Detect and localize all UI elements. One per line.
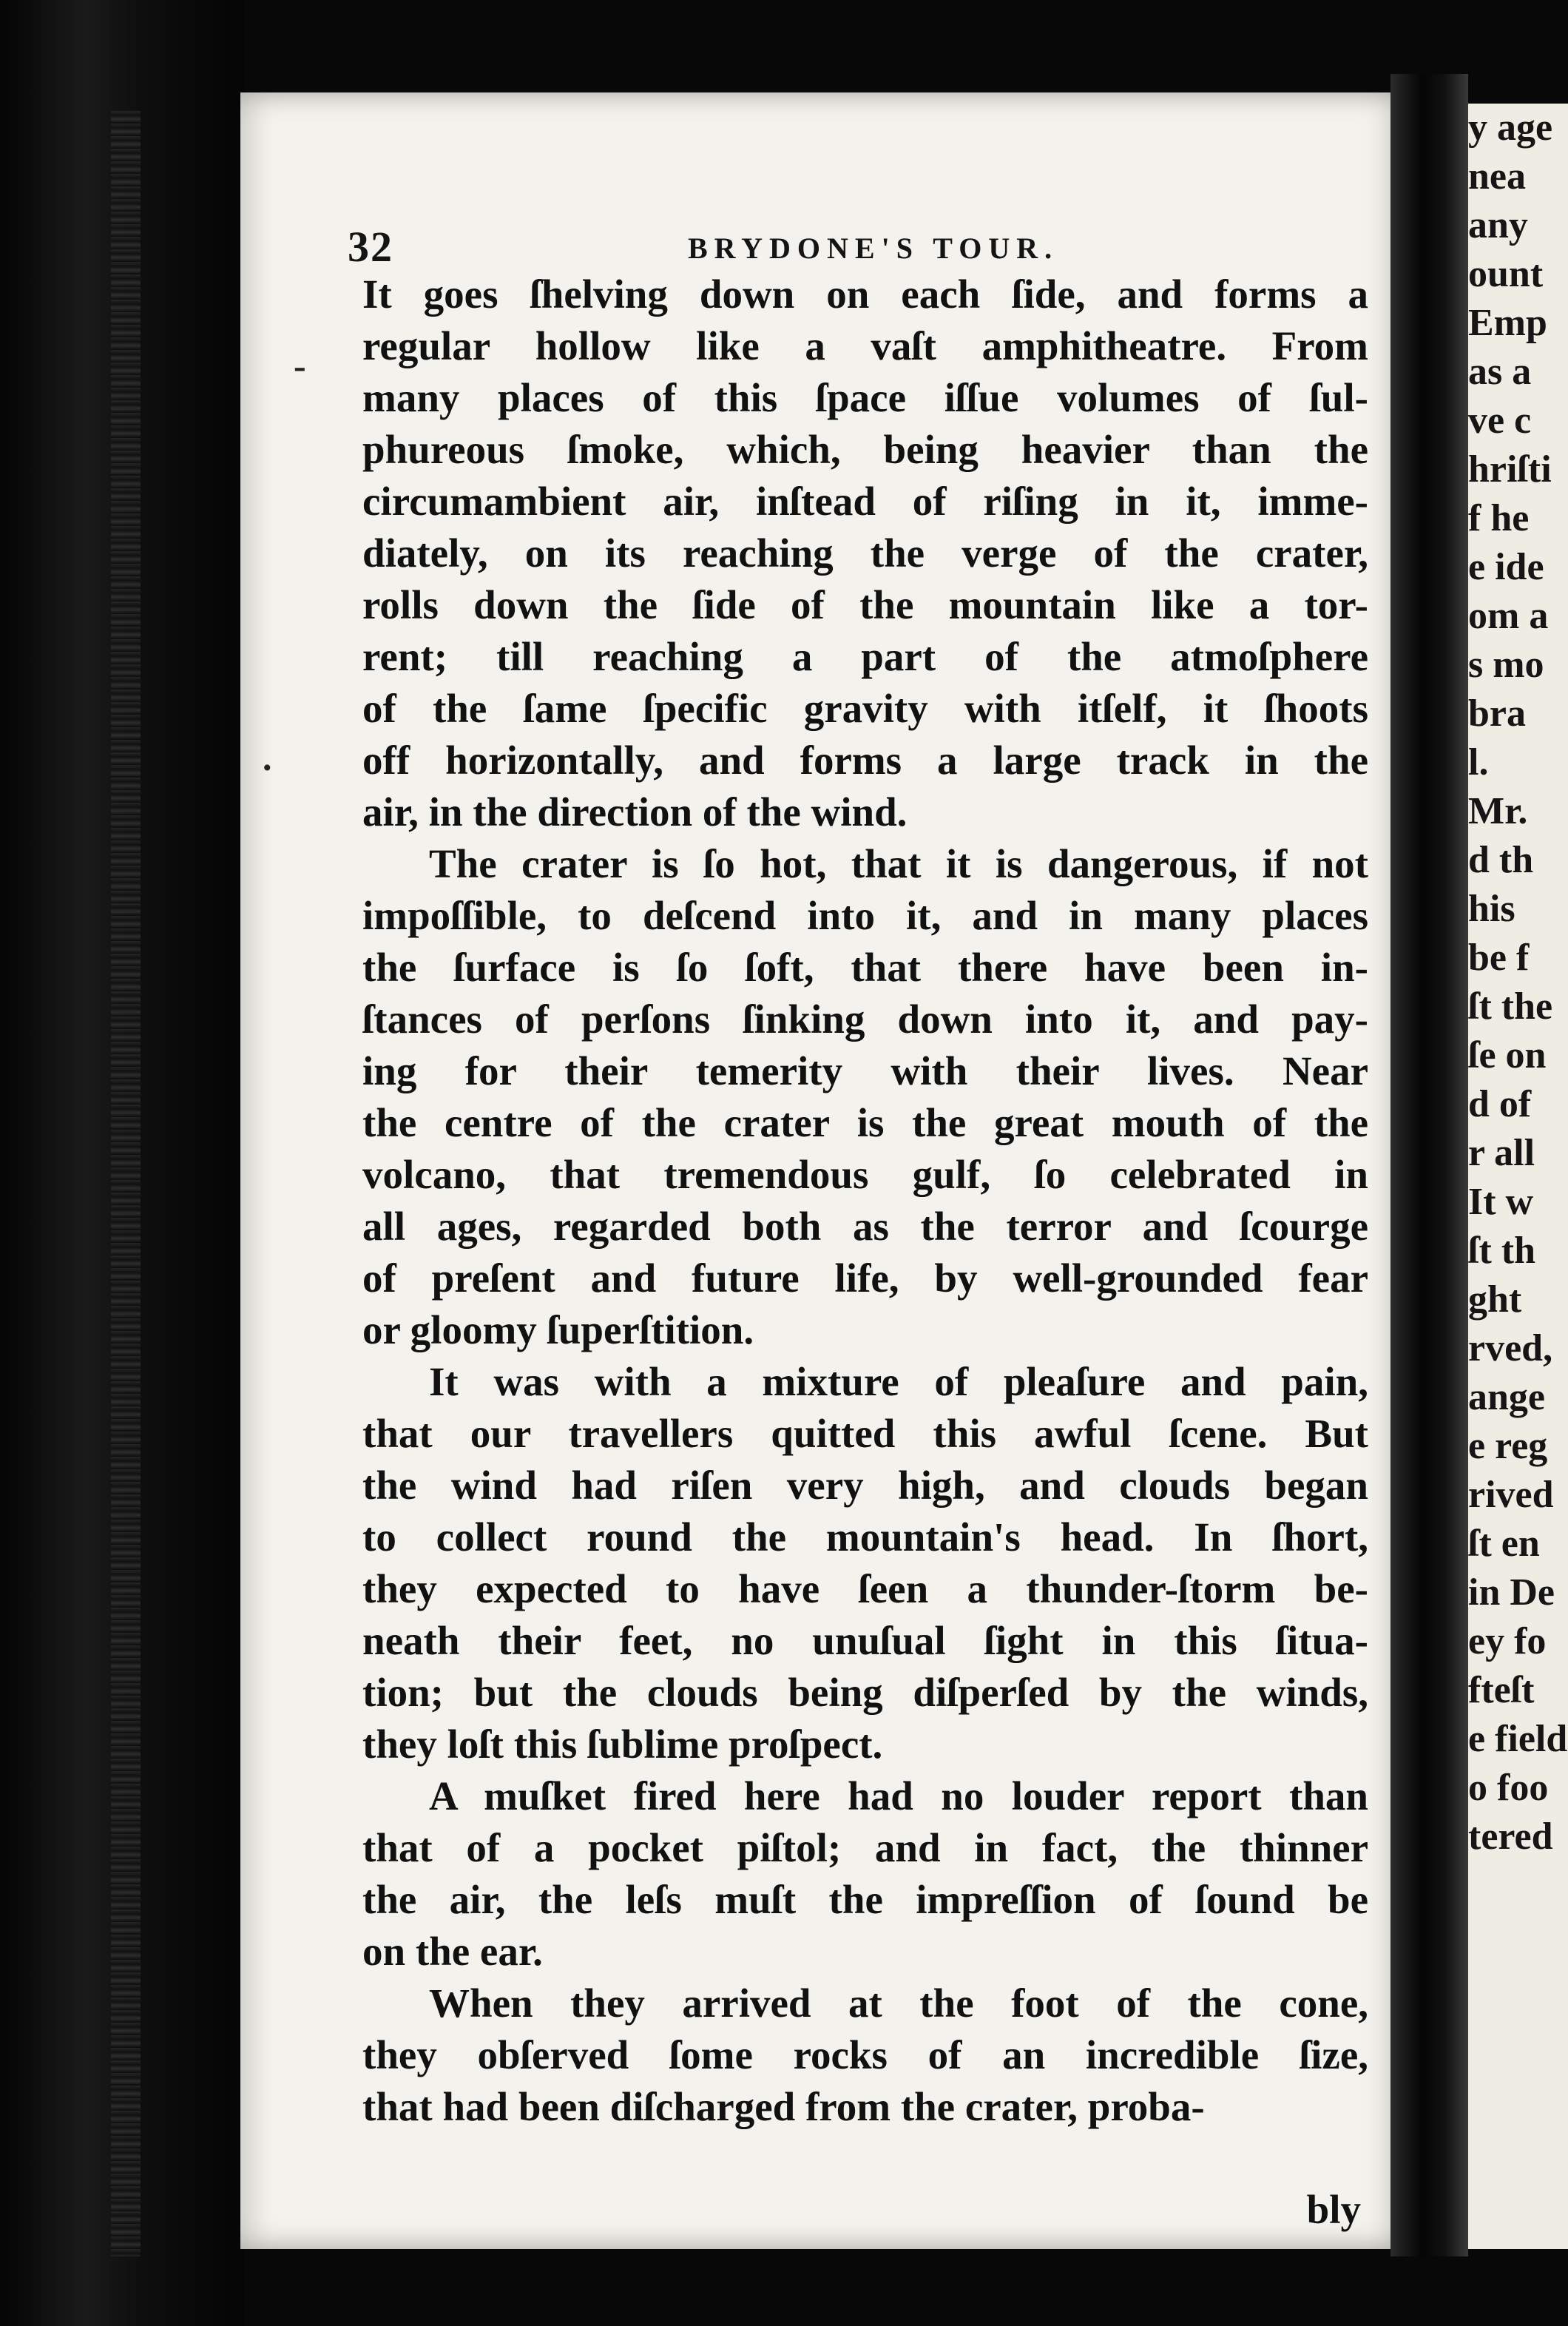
facing-page-fragment: nea <box>1468 155 1526 198</box>
facing-page-fragment: ſt en <box>1468 1523 1540 1565</box>
catchword: bly <box>1306 2187 1361 2232</box>
facing-page-fragment: ey fo <box>1468 1620 1547 1662</box>
catchword-area <box>362 92 1361 2249</box>
book-gutter <box>1390 74 1468 2256</box>
facing-page-fragment: Emp <box>1468 302 1547 344</box>
facing-page-fragment: any <box>1468 204 1528 246</box>
facing-page-fragment: l. <box>1468 741 1489 783</box>
facing-page <box>1468 104 1568 2249</box>
facing-page-fragment: fteſt <box>1468 1669 1535 1711</box>
margin-mark: . <box>263 737 272 778</box>
facing-page-fragment: r all <box>1468 1132 1535 1174</box>
facing-page-fragment: d of <box>1468 1083 1532 1125</box>
margin-mark: - <box>294 345 306 386</box>
text-line: to collect round the mountain's head. In ſhort, <box>362 1514 1368 1560</box>
facing-page-fragment: ſt the <box>1468 985 1553 1028</box>
text-line: of preſent and future life, by well-grounded fear <box>362 1255 1368 1301</box>
text-line: air, in the direction of the wind. <box>362 789 908 835</box>
facing-page-fragment: ve c <box>1468 400 1532 442</box>
facing-page-fragment: s mo <box>1468 644 1544 686</box>
text-line: all ages, regarded both as the terror and ſcourge <box>362 1204 1368 1249</box>
facing-page-fragment: Mr. <box>1468 790 1528 832</box>
text-line: ing for their temerity with their lives. Near <box>362 1048 1368 1093</box>
facing-page-fragment: rved, <box>1468 1327 1553 1369</box>
facing-page-fragment: ſe on <box>1468 1034 1547 1076</box>
text-line: they obſerved ſome rocks of an incredible ſize, <box>362 2032 1368 2077</box>
text-line: the ſurface is ſo ſoft, that there have been in- <box>362 945 1368 990</box>
text-line: the air, the leſs muſt the impreſſion of ſound be <box>362 1877 1368 1922</box>
running-head: BRYDONE'S TOUR. <box>688 232 1059 265</box>
text-line: When they arrived at the foot of the cone, <box>429 1981 1368 2026</box>
facing-page-fragment: ount <box>1468 253 1544 295</box>
facing-page-fragment: his <box>1468 888 1515 930</box>
text-line: rolls down the ſide of the mountain like a tor- <box>362 582 1368 627</box>
left-page <box>240 92 1416 2249</box>
facing-page-fragment: om a <box>1468 595 1549 637</box>
text-line: neath their feet, no unuſual ſight in this ſitua- <box>362 1618 1368 1663</box>
facing-page-fragment: y age <box>1468 107 1553 149</box>
text-line: that our travellers quitted this awful ſcene. But <box>362 1411 1368 1456</box>
text-line: The crater is ſo hot, that it is dangerous, if not <box>429 841 1368 886</box>
facing-page-fragment: It w <box>1468 1181 1534 1223</box>
facing-page-fragment: e reg <box>1468 1425 1548 1467</box>
text-line: A muſket fired here had no louder report than <box>429 1773 1368 1818</box>
facing-page-fragment: bra <box>1468 692 1526 735</box>
text-line: on the ear. <box>362 1929 543 1974</box>
facing-page-fragment: in De <box>1468 1571 1555 1614</box>
page-number: 32 <box>348 223 393 271</box>
text-line: or gloomy ſuperſtition. <box>362 1307 754 1352</box>
text-line: off horizontally, and forms a large track in the <box>362 738 1368 783</box>
text-line: that of a pocket piſtol; and in fact, the thinner <box>362 1825 1368 1870</box>
page-edges <box>111 111 141 2256</box>
text-line: the centre of the crater is the great mouth of the <box>362 1100 1368 1145</box>
facing-page-fragment: f he <box>1468 497 1530 539</box>
text-line: It goes ſhelving down on each ſide, and forms a <box>362 272 1368 317</box>
facing-page-fragment: e ide <box>1468 546 1544 588</box>
text-line: phureous ſmoke, which, being heavier than the <box>362 427 1368 472</box>
facing-page-fragment: e field <box>1468 1718 1568 1760</box>
facing-page-fragment: tered <box>1468 1816 1553 1858</box>
text-line: ſtances of perſons ſinking down into it, and pay- <box>362 997 1368 1042</box>
text-line: many places of this ſpace iſſue volumes of ſul- <box>362 375 1368 420</box>
facing-page-fragment: ght <box>1468 1278 1522 1321</box>
text-line: they loſt this ſublime proſpect. <box>362 1722 883 1767</box>
facing-page-fragment: be f <box>1468 937 1530 979</box>
text-line: they expected to have ſeen a thunder-ſtorm be- <box>362 1566 1368 1611</box>
text-line: rent; till reaching a part of the atmoſphere <box>362 634 1368 679</box>
text-line: of the ſame ſpecific gravity with itſelf, it ſhoots <box>362 686 1368 731</box>
text-line: volcano, that tremendous gulf, ſo celebrated in <box>362 1152 1368 1197</box>
text-line: diately, on its reaching the verge of the crater, <box>362 530 1368 576</box>
facing-page-fragment: ſt th <box>1468 1230 1535 1272</box>
facing-page-fragment: ange <box>1468 1376 1545 1418</box>
text-line: the wind had riſen very high, and clouds began <box>362 1463 1368 1508</box>
facing-page-fragment: hriſti <box>1468 448 1552 491</box>
facing-page-fragment: d th <box>1468 839 1534 881</box>
text-line: It was with a mixture of pleaſure and pain, <box>429 1359 1368 1404</box>
text-line: tion; but the clouds being diſperſed by the winds, <box>362 1670 1368 1715</box>
text-line: circumambient air, inſtead of riſing in it, imme- <box>362 479 1368 524</box>
facing-page-fragment: o foo <box>1468 1767 1549 1809</box>
facing-page-fragment: as a <box>1468 351 1532 393</box>
text-line: that had been diſcharged from the crater, proba- <box>362 2084 1205 2129</box>
facing-page-fragment: rived <box>1468 1474 1554 1516</box>
text-line: regular hollow like a vaſt amphitheatre. From <box>362 323 1368 368</box>
text-line: impoſſible, to deſcend into it, and in many places <box>362 893 1368 938</box>
